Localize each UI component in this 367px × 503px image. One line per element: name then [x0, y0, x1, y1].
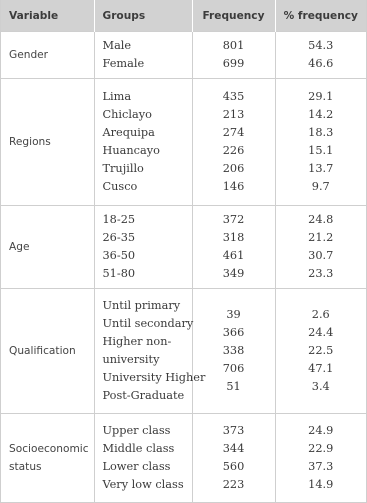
pct-value: 24.4: [308, 326, 334, 339]
header-groups: Groups: [94, 0, 192, 32]
group-label: Post-Graduate: [102, 389, 185, 402]
header-pct-frequency: % frequency: [275, 0, 366, 32]
frequency-value: 366: [222, 326, 245, 339]
group-label: Female: [102, 57, 145, 70]
groups-cell: [94, 414, 192, 503]
frequency-value: 435: [222, 90, 245, 103]
frequency-value: 39: [226, 308, 241, 321]
frequency-value: 223: [222, 478, 245, 492]
pct-value: 24.8: [308, 213, 334, 226]
frequency-value: 338: [222, 344, 245, 357]
pct-value: 30.7: [308, 249, 334, 262]
frequency-value: 213: [222, 108, 245, 121]
pct-value: 18.3: [308, 126, 334, 139]
pct-value: 3.4: [311, 380, 330, 393]
pct-value: 15.1: [308, 144, 334, 157]
frequency-value: 318: [222, 231, 245, 244]
frequency-table: [1, 0, 366, 503]
header-row: [1, 0, 366, 32]
group-label: Middle class: [102, 442, 175, 456]
group-label: 18-25: [102, 213, 136, 226]
groups-cell: [94, 206, 192, 289]
group-label: Until secondary: [102, 317, 194, 330]
pct-value: 46.6: [308, 57, 334, 70]
frequency-cell: [192, 206, 275, 289]
frequency-cell: [192, 289, 275, 414]
table-row-regions: [1, 79, 366, 206]
variable-cell: Gender: [1, 32, 94, 79]
frequency-cell: [192, 32, 275, 79]
group-label: Huancayo: [102, 144, 160, 157]
pct-value: 21.2: [308, 231, 334, 244]
group-label: Lower class: [102, 460, 171, 474]
group-label: Until primary: [102, 299, 181, 312]
frequency-value: 373: [222, 424, 245, 438]
pct-value: 29.1: [308, 90, 334, 103]
group-label: Male: [102, 39, 132, 52]
pct-cell: [275, 414, 366, 503]
group-label: Lima: [102, 90, 132, 103]
pct-value: 54.3: [308, 39, 334, 52]
pct-value: 47.1: [308, 362, 334, 375]
frequency-value: 706: [222, 362, 245, 375]
group-label: Upper class: [102, 424, 171, 438]
variable-cell: Socioeconomic status: [1, 414, 94, 503]
table-row-qualification: [1, 289, 366, 414]
variable-cell: Qualification: [1, 289, 94, 414]
group-label: Higher non-university: [102, 335, 172, 366]
frequency-value: 206: [222, 162, 245, 175]
group-label: Arequipa: [102, 126, 155, 139]
header-variable: Variable: [1, 0, 94, 32]
variable-cell: Regions: [1, 79, 94, 206]
pct-cell: [275, 289, 366, 414]
pct-value: 24.9: [308, 424, 334, 438]
frequency-value: 699: [222, 57, 245, 70]
frequency-value: 372: [222, 213, 245, 226]
table-row-age: [1, 206, 366, 289]
frequency-value: 226: [222, 144, 245, 157]
header-frequency: Frequency: [192, 0, 275, 32]
frequency-value: 51: [226, 380, 241, 393]
frequency-cell: [192, 414, 275, 503]
frequency-value: 344: [222, 442, 245, 456]
pct-value: 37.3: [308, 460, 334, 474]
pct-value: 2.6: [311, 308, 330, 321]
group-label: 51-80: [102, 267, 136, 280]
group-label: Chiclayo: [102, 108, 152, 121]
pct-cell: [275, 79, 366, 206]
frequency-value: 274: [222, 126, 245, 139]
frequency-value: 146: [222, 180, 245, 193]
pct-value: 22.5: [308, 344, 334, 357]
group-label: 26-35: [102, 231, 136, 244]
groups-cell: [94, 79, 192, 206]
group-label: University Higher: [102, 371, 206, 384]
group-label: Trujillo: [102, 162, 144, 175]
table-row-gender: [1, 32, 366, 79]
pct-cell: [275, 32, 366, 79]
variable-cell: Age: [1, 206, 94, 289]
frequency-value: 461: [222, 249, 245, 262]
groups-cell: [94, 32, 192, 79]
pct-cell: [275, 206, 366, 289]
frequency-value: 560: [222, 460, 245, 474]
pct-value: 14.9: [308, 478, 334, 492]
groups-cell: [94, 289, 206, 414]
group-label: Very low class: [102, 478, 184, 492]
group-label: Cusco: [102, 180, 138, 193]
pct-value: 22.9: [308, 442, 334, 456]
frequency-value: 801: [222, 39, 245, 52]
pct-value: 23.3: [308, 267, 334, 280]
group-label: 36-50: [102, 249, 136, 262]
frequency-value: 349: [222, 267, 245, 280]
table-row-socioeconomic: [1, 414, 366, 503]
frequency-cell: [192, 79, 275, 206]
pct-value: 9.7: [311, 180, 330, 193]
pct-value: 14.2: [308, 108, 334, 121]
pct-value: 13.7: [308, 162, 334, 175]
